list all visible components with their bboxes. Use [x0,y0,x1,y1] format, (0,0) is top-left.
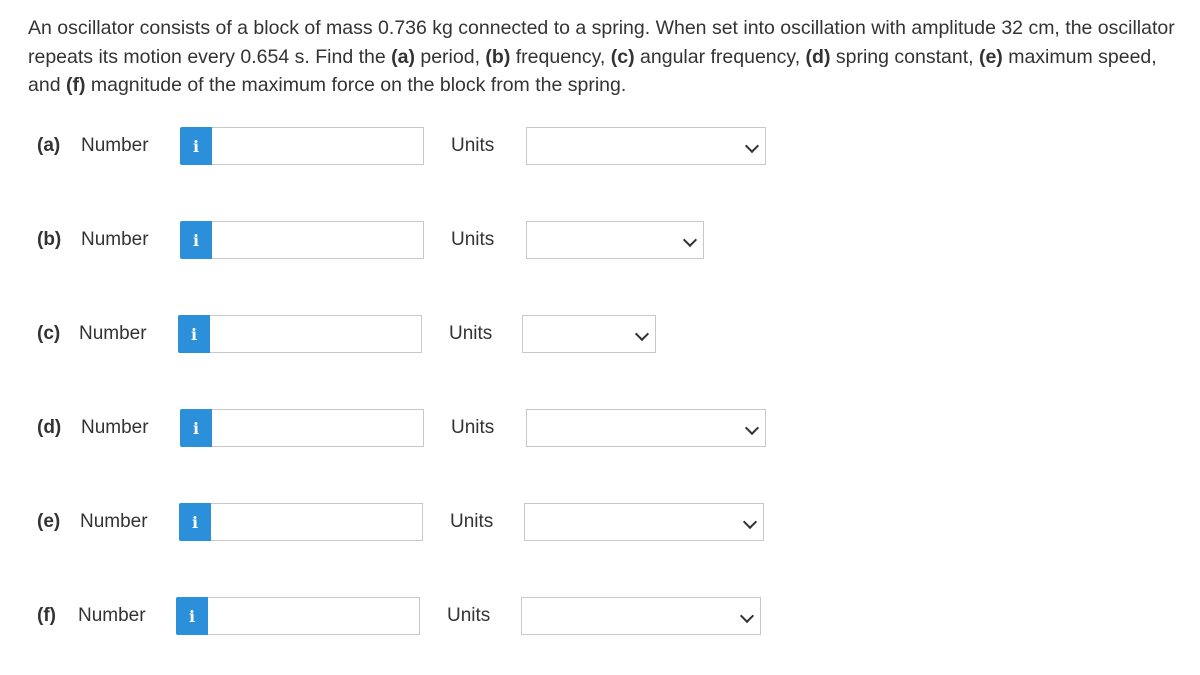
number-label-f: Number [78,605,146,626]
number-label-c: Number [79,323,147,344]
question-text-f: magnitude of the maximum force on the block from the spring. [85,74,627,96]
question-tag-d: (d) [805,45,831,68]
units-select-f[interactable] [521,597,761,635]
info-icon-b[interactable]: i [180,221,212,259]
number-input-b[interactable] [212,221,424,259]
chevron-down-icon [745,421,759,435]
units-label-d: Units [451,417,495,438]
chevron-down-icon [743,515,757,529]
answer-row-a [0,125,1200,167]
part-label-d: (d) [37,417,62,438]
number-label-d: Number [81,417,149,438]
question-tag-a: (a) [391,45,415,68]
units-label-a: Units [451,135,495,156]
units-select-a[interactable] [526,127,766,165]
question-text-a: period, [414,45,486,68]
answer-row-f [0,595,1200,637]
part-label-b: (b) [37,229,62,250]
question-tag-c: (c) [610,45,635,68]
chevron-down-icon [745,139,759,153]
info-icon-c[interactable]: i [178,315,210,353]
info-icon-d[interactable]: i [180,409,212,447]
question-text-d: spring constant, [830,45,979,68]
number-input-f[interactable] [208,597,420,635]
part-label-e: (e) [37,511,61,532]
units-label-e: Units [450,511,494,532]
question-text-c: angular frequency, [634,45,806,68]
chevron-down-icon [740,609,754,623]
question-tag-f: (f) [65,74,86,96]
chevron-down-icon [683,233,697,247]
units-select-c[interactable] [522,315,656,353]
part-label-f: (f) [37,605,56,626]
answer-row-b [0,219,1200,261]
number-label-e: Number [80,511,148,532]
part-label-c: (c) [37,323,61,344]
question-tag-e: (e) [978,45,1003,68]
answer-row-e [0,501,1200,543]
question-tag-b: (b) [485,45,511,68]
answer-row-c [0,313,1200,355]
number-input-d[interactable] [212,409,424,447]
number-label-b: Number [81,229,149,250]
units-select-b[interactable] [526,221,704,259]
units-select-d[interactable] [526,409,766,447]
info-icon-e[interactable]: i [179,503,211,541]
units-select-e[interactable] [524,503,764,541]
question-text-e: maximum speed, and [28,45,1157,96]
number-input-e[interactable] [211,503,423,541]
units-label-b: Units [451,229,495,250]
number-input-c[interactable] [210,315,422,353]
question-intro: An oscillator consists of a block of mass 0.736 kg connected to a spring. When set into oscillation with amplitude 32 cm, the oscillator repeats its motion every 0.654 s. Find the [28,17,1175,68]
question-text-b: frequency, [510,45,611,68]
question-text [28,14,1178,100]
number-label-a: Number [81,135,149,156]
answer-row-d [0,407,1200,449]
info-icon-f[interactable]: i [176,597,208,635]
info-icon-a[interactable]: i [180,127,212,165]
part-label-a: (a) [37,135,61,156]
chevron-down-icon [635,327,649,341]
units-label-c: Units [449,323,493,344]
units-label-f: Units [447,605,491,626]
number-input-a[interactable] [212,127,424,165]
